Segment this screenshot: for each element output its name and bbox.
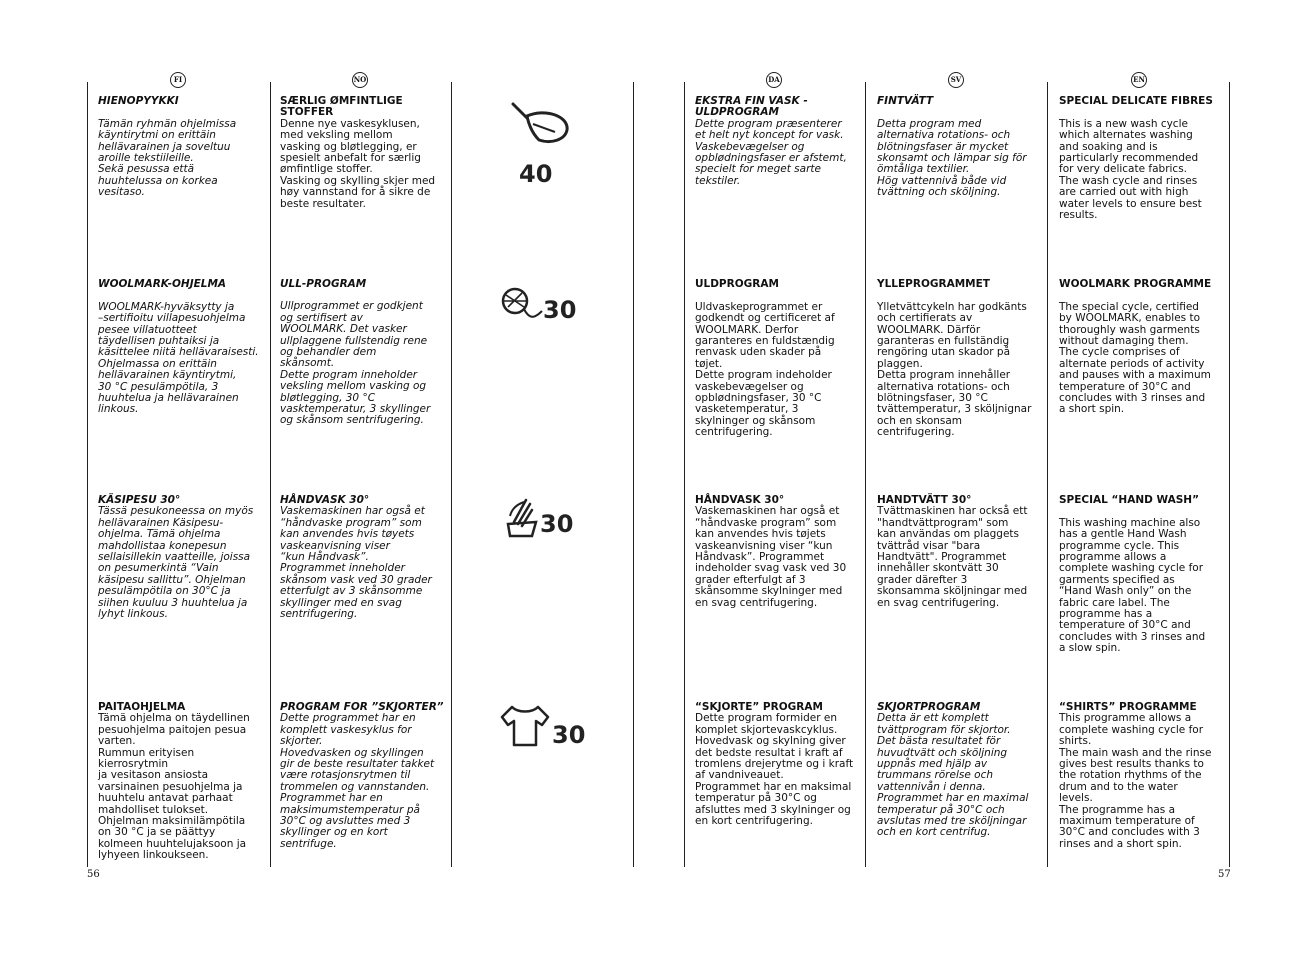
section-delicate [98, 96, 264, 199]
rule-fi-no [270, 82, 271, 867]
section-shirts [98, 702, 264, 862]
section-body: Tämän ryhmän ohjelmissa käyntirytmi on erittäin hellävarainen ja soveltuu aroille tekstiileille. Sekä pesussa että huuhtelussa on korkea vesitaso. [98, 117, 237, 199]
temperature-label: 30 [552, 721, 586, 749]
section-wool [1059, 279, 1225, 416]
section-handwash [877, 495, 1043, 609]
page-number-right: 57 [1218, 869, 1231, 880]
section-title: SKJORTPROGRAM [877, 701, 981, 713]
hand-wash-icon [502, 494, 592, 544]
section-wool [695, 279, 861, 439]
section-body: This washing machine also has a gentle Hand Wash programme cycle. This programme allows a complete washing cycle for garments specified as “Hand Wash only” on the fabric care label. The programme has a temperature of 30°C and concludes with 3 rinses and a slow spin. [1059, 516, 1206, 655]
section-title: WOOLMARK PROGRAMME [1059, 278, 1212, 290]
section-body: Vaskemaskinen har også et “håndvaske program” som kan anvendes hvis tøjets vaskeanvisning viser “kun Håndvask”. Programmet indeholder svag vask ved 30 grader efterfulgt af 3 skånsomme skylninger med en svag centrifugering. [695, 505, 847, 609]
section-title: HANDTVÄTT 30° [877, 494, 972, 506]
section-title: ULL-PROGRAM [280, 278, 367, 290]
section-shirts [695, 702, 861, 827]
rule-left-edge [87, 82, 88, 867]
section-wool [98, 279, 264, 416]
section-shirts [877, 702, 1043, 839]
section-wool [280, 279, 446, 427]
language-badge-fi: FI [170, 72, 186, 88]
delicate-feather-icon [505, 98, 585, 188]
section-title: WOOLMARK-OHJELMA [98, 278, 227, 290]
rule-sv-en [1047, 82, 1048, 867]
section-body: Ylletvättcykeln har godkänts och certifierats av WOOLMARK. Därför garanteras en fullständig rengöring utan skador på plaggen. Detta program innehåller alternativa rotations- och blötningsfaser, 30 °C tvättemperatur, 3 sköljnignar och en skonsam centrifugering. [877, 300, 1032, 439]
section-handwash [280, 495, 446, 620]
section-body: Dette programmet har en komplett vaskesyklus for skjorter. Hovedvasken og skyllingen gir de beste resultater takket være rotasjonsrytmen til trommelen og vannstanden. Programmet har en maksimumstemperatur på 30°C og avsluttes med 3 skyllinger og en kort sentrifuge. [280, 712, 435, 850]
section-shirts [1059, 702, 1225, 850]
section-body: This programme allows a complete washing cycle for shirts. The main wash and the rinse gives best results thanks to the rotation rhythms of the drum and to the water levels. The programme has a maximum temperature of 30°C and concludes with 3 rinses and a short spin. [1059, 712, 1212, 850]
section-body: Denne nye vaskesyklusen, med veksling mellom vasking og bløtlegging, er spesielt anbefalt for særlig ømfintlige stoffer. Vasking og skylling skjer med høy vannstand for å sikre de beste resultater. [280, 117, 436, 210]
section-body: Dette program præsenterer et helt nyt koncept for vask. Vaskebevægelser og opblødningsfaser er afstemt, specielt for meget sarte tekstiler. [695, 117, 847, 187]
language-badge-en: EN [1131, 72, 1147, 88]
section-delicate [1059, 96, 1225, 221]
section-title: HÅNDVASK 30° [695, 494, 785, 506]
shirt-icon [498, 703, 592, 751]
section-title: YLLEPROGRAMMET [877, 278, 990, 290]
section-title: FINTVÄTT [877, 95, 934, 107]
temperature-label: 30 [543, 296, 577, 324]
language-badge-sv: SV [948, 72, 964, 88]
section-body: Tässä pesukoneessa on myös hellävarainen Käsipesu- ohjelma. Tämä ohjelma mahdollistaa konepesun sellaisillekin vaatteille, joissa on pesumerkintä “Vain käsipesu sallittu”. Ohjelman pesulämpötila on 30°C ja siihen kuuluu 3 huuhtelua ja lyhyt linkous. [98, 505, 254, 621]
section-title: “SHIRTS” PROGRAMME [1059, 701, 1197, 713]
rule-no-icons [451, 82, 452, 867]
temperature-label: 40 [519, 160, 553, 188]
section-title: SPECIAL “HAND WASH” [1059, 494, 1199, 506]
section-wool [877, 279, 1043, 439]
temperature-label: 30 [540, 510, 574, 538]
section-delicate [877, 96, 1043, 199]
wool-yarn-icon [500, 283, 590, 329]
section-title: HÅNDVASK 30° [280, 494, 370, 506]
section-handwash [1059, 495, 1225, 655]
section-body: Ullprogrammet er godkjent og sertifisert av WOOLMARK. Det vasker ullplaggene fullstendig rene og behandler dem skånsomt. Dette program inneholder veksling mellom vasking og bløtlegging, 30 °C vasktemperatur, 3 skyllinger og skånsom sentrifugering. [280, 300, 431, 427]
section-delicate [280, 96, 446, 210]
section-title: KÄSIPESU 30° [98, 494, 181, 506]
section-body: This is a new wash cycle which alternates washing and soaking and is particularly recommended for very delicate fabrics. The wash cycle and rinses are carried out with high water levels to ensure best results. [1059, 117, 1202, 222]
section-delicate [695, 96, 861, 187]
rule-right-edge [1229, 82, 1230, 867]
section-title: HIENOPYYKKI [98, 95, 179, 107]
language-badge-no: NO [352, 72, 368, 88]
section-body: Uldvaskeprogrammet er godkendt og certificeret af WOOLMARK. Derfor garanteres en fuldstændig renvask uden skader på tøjet. Dette program indeholder vaskebevægelser og opblødningsfaser, 30 °C vasketemperatur, 3 skylninger og skånsom centrifugering. [695, 300, 835, 439]
section-title: SPECIAL DELICATE FIBRES [1059, 95, 1213, 107]
rule-icons-da [684, 82, 685, 867]
section-body: Detta program med alternativa rotations- och blötningsfaser är mycket skonsamt och lämpar sig för ömtåliga textilier. Hög vattennivå både vid tvättning och sköljning. [877, 117, 1027, 199]
section-body: WOOLMARK-hyväksytty ja –sertifioitu villapesuohjelma pesee villatuotteet täydellisen puhtaiksi ja käsittelee niitä hellävaraisesti. Ohjelmassa on erittäin hellävarainen käyntirytmi, 30 °C pesulämpötila, 3 huuhtelua ja hellävarainen linkous. [98, 300, 259, 416]
section-body: Tämä ohjelma on täydellinen pesuohjelma paitojen pesua varten. Rummun erityisen kierrosrytmin ja vesitason ansiosta varsinainen pesuohjelma ja huuhtelu antavat parhaat mahdolliset tulokset. Ohjelman maksimilämpötila on 30 °C ja se päättyy kolmeen huuhtelujaksoon ja lyhyeen linkoukseen. [98, 712, 250, 862]
section-title: “SKJORTE” PROGRAM [695, 701, 823, 713]
section-body: Vaskemaskinen har også et “håndvaske program” som kan anvendes hvis tøyets vaskeanvisning viser “kun Håndvask”. Programmet inneholder skånsom vask ved 30 grader etterfulgt av 3 skånsomme skyllinger med en svag sentrifugering. [280, 505, 432, 621]
section-body: Dette program formider en komplet skjortevaskcyklus. Hovedvask og skylning giver det bedste resultat i kraft af tromlens drejerytme og i kraft af vandniveauet. Programmet har en maksimal temperatur på 30°C og afsluttes med 3 skylninger og en kort centrifugering. [695, 712, 854, 828]
section-title: ULDPROGRAM [695, 278, 779, 290]
section-handwash [695, 495, 861, 609]
section-handwash [98, 495, 264, 620]
section-shirts [280, 702, 446, 850]
section-title: PAITAOHJELMA [98, 701, 186, 713]
rule-da-sv [865, 82, 866, 867]
section-title: PROGRAM FOR ”SKJORTER” [280, 701, 444, 713]
section-body: Detta är ett komplett tvättprogram för skjortor. Det bästa resultatet för huvudtvätt och sköljning uppnås med hjälp av trummans rörelse och vattennivån i denna. Programmet har en maximal temperatur på 30°C och avslutas med tre sköljningar och en kort centrifug. [877, 712, 1029, 839]
section-title: SÆRLIG ØMFINTLIGE STOFFER [280, 95, 403, 119]
rule-page-gutter [633, 82, 634, 867]
language-badge-da: DA [766, 72, 782, 88]
section-body: The special cycle, certified by WOOLMARK, enables to thoroughly wash garments without damaging them. The cycle comprises of alternate periods of activity and pauses with a maximum temperature of 30°C and concludes with 3 rinses and a short spin. [1059, 300, 1211, 416]
section-body: Tvättmaskinen har också ett "handtvättprogram" som kan användas om plaggets tvättråd visar "bara Handtvätt". Programmet innehåller skontvätt 30 grader därefter 3 skonsamma sköljningar med en svag centrifugering. [877, 505, 1028, 609]
page-number-left: 56 [87, 869, 100, 880]
section-title: EKSTRA FIN VASK - ULDPROGRAM [695, 95, 808, 119]
